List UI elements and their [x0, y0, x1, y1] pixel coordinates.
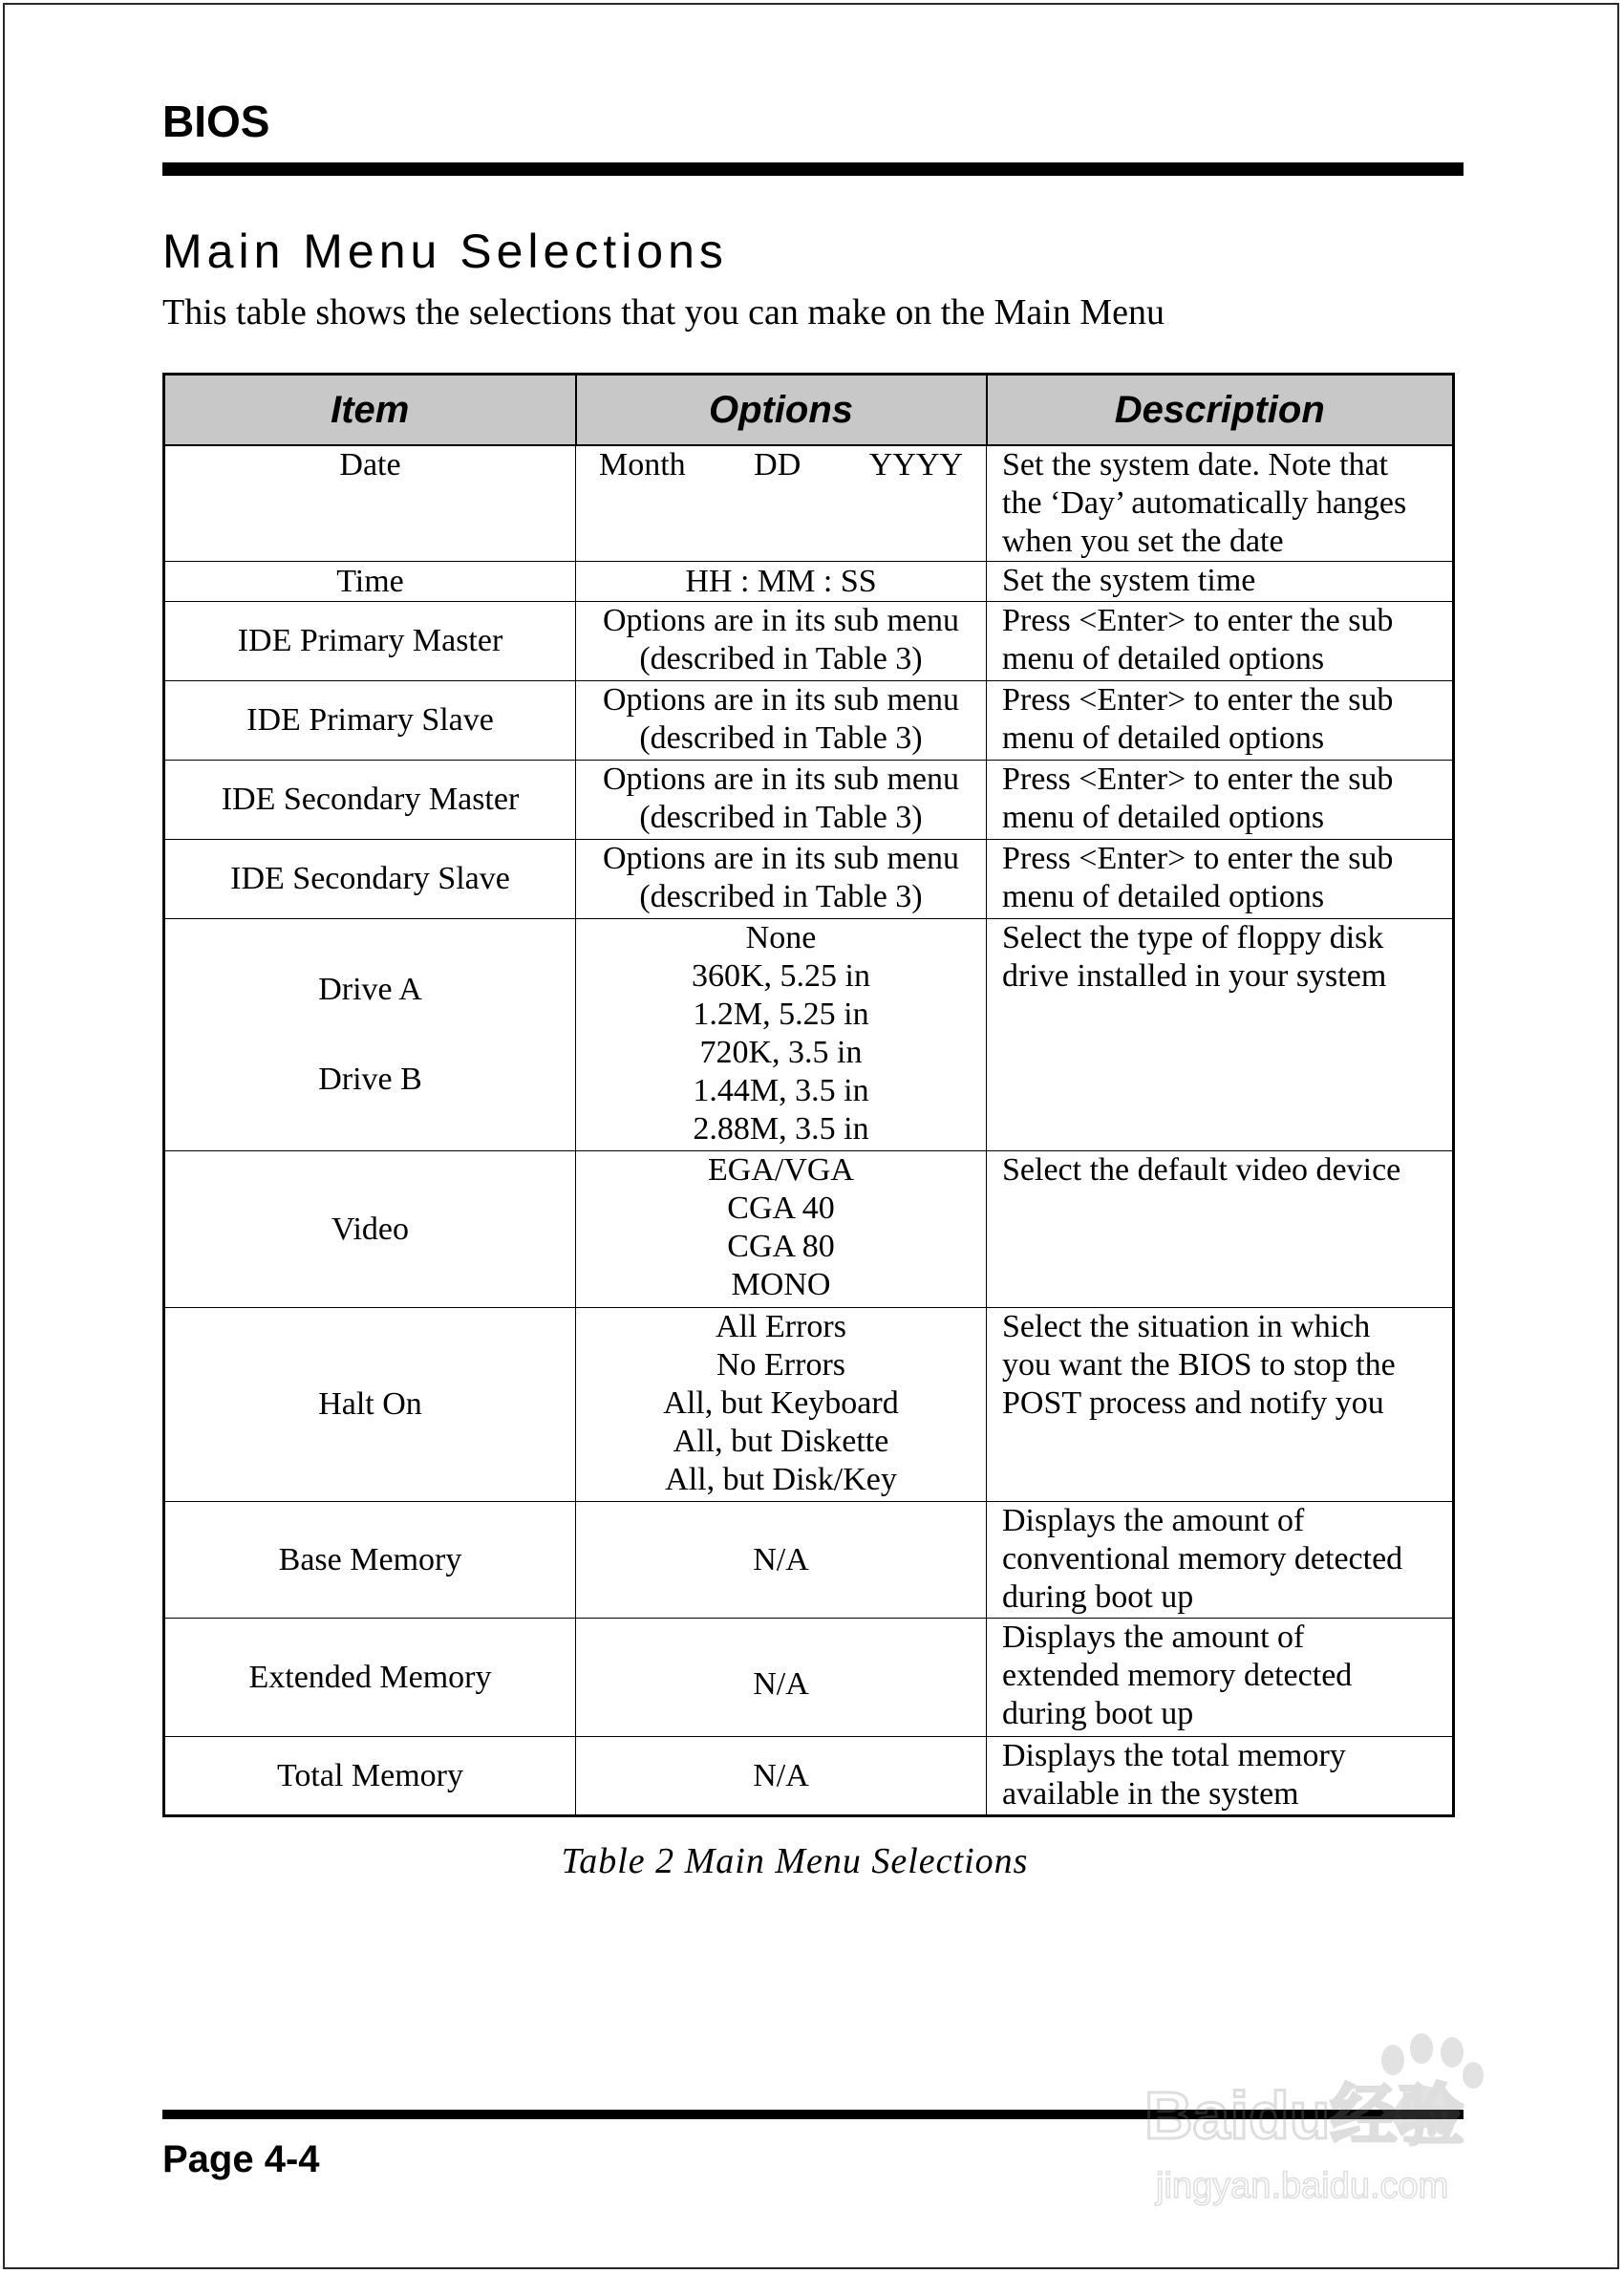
option-day: DD: [754, 447, 801, 483]
description-line: menu of detailed options: [1002, 879, 1325, 914]
description-line: Press <Enter> to enter the sub: [1002, 762, 1394, 797]
item-cell: [164, 1308, 576, 1502]
table-caption: Table 2 Main Menu Selections: [561, 1841, 1029, 1881]
description-line: when you set the date: [1002, 524, 1284, 559]
item-cell: [164, 1151, 576, 1308]
description-line: Displays the amount of: [1002, 1620, 1305, 1655]
options-cell: [576, 919, 987, 1151]
item-cell: [164, 919, 576, 1151]
option-line: All, but Keyboard: [663, 1385, 899, 1421]
table-row: [164, 1308, 1454, 1502]
option-line: All, but Disk/Key: [665, 1462, 897, 1497]
item-label: Total Memory: [277, 1757, 463, 1793]
option-line: N/A: [753, 1665, 809, 1702]
item-cell: [164, 1737, 576, 1816]
item-label: IDE Primary Slave: [246, 702, 494, 738]
option-year: YYYY: [868, 447, 963, 483]
option-line: No Errors: [716, 1347, 846, 1383]
description-line: Press <Enter> to enter the sub: [1002, 682, 1394, 718]
option-line: (described in Table 3): [639, 641, 923, 676]
option-line: (described in Table 3): [639, 879, 923, 914]
option-line: 720K, 3.5 in: [699, 1035, 863, 1070]
item-cell: [164, 562, 576, 602]
option-line: CGA 40: [727, 1191, 835, 1226]
item-cell: [164, 1502, 576, 1619]
option-line: (described in Table 3): [639, 800, 923, 835]
description-cell: [987, 761, 1454, 840]
options-cell: [576, 1308, 987, 1502]
description-line: Displays the amount of: [1002, 1503, 1305, 1538]
options-cell: [576, 681, 987, 761]
item-label: Extended Memory: [248, 1659, 492, 1695]
description-line: Press <Enter> to enter the sub: [1002, 841, 1394, 876]
description-line: Select the type of floppy disk: [1002, 920, 1384, 955]
options-cell: [576, 761, 987, 840]
baidu-watermark-logo: [1137, 2026, 1538, 2217]
option-line: 1.44M, 3.5 in: [693, 1073, 869, 1108]
item-label: Drive B: [318, 1062, 422, 1097]
table-row: [164, 445, 1454, 562]
header-rule: [162, 162, 1464, 176]
description-line: Select the default video device: [1002, 1152, 1401, 1188]
main-menu-table: [162, 373, 1455, 1817]
description-line: Select the situation in which: [1002, 1309, 1371, 1344]
running-header: BIOS: [162, 97, 270, 146]
section-title: Main Menu Selections: [162, 225, 728, 278]
description-cell: [987, 562, 1454, 602]
option-month: Month: [599, 447, 686, 483]
watermark-url: jingyan.baidu.com: [1156, 2166, 1449, 2206]
option-line: HH : MM : SS: [685, 563, 877, 599]
options-cell: [576, 1502, 987, 1619]
item-label: Halt On: [318, 1386, 422, 1422]
option-line: 1.2M, 5.25 in: [693, 997, 869, 1032]
description-line: POST process and notify you: [1002, 1385, 1384, 1421]
options-cell: [576, 1619, 987, 1737]
item-cell: [164, 602, 576, 681]
options-cell: [576, 445, 987, 562]
option-line: Options are in its sub menu: [602, 603, 960, 638]
description-cell: [987, 445, 1454, 562]
options-cell: [576, 602, 987, 681]
option-line: (described in Table 3): [639, 720, 923, 756]
item-label: IDE Secondary Master: [221, 782, 520, 817]
table-row: [164, 602, 1454, 681]
intro-text: This table shows the selections that you can make on the Main Menu: [162, 292, 1165, 333]
option-line: None: [745, 920, 817, 955]
item-cell: [164, 1619, 576, 1737]
item-cell: [164, 761, 576, 840]
item-label: IDE Primary Master: [237, 623, 503, 658]
description-line: drive installed in your system: [1002, 958, 1387, 994]
option-line: All, but Diskette: [673, 1424, 889, 1459]
item-cell: [164, 840, 576, 919]
description-line: Displays the total memory: [1002, 1738, 1346, 1773]
description-line: Press <Enter> to enter the sub: [1002, 603, 1394, 638]
options-cell: [576, 840, 987, 919]
option-line: All Errors: [716, 1309, 846, 1344]
description-line: extended memory detected: [1002, 1658, 1353, 1693]
watermark-brand: Baidu经验: [1144, 2078, 1464, 2153]
column-header-options: Options: [576, 375, 987, 446]
options-cell: [576, 1737, 987, 1816]
description-line: conventional memory detected: [1002, 1541, 1403, 1577]
option-line: CGA 80: [727, 1229, 835, 1264]
option-line: N/A: [753, 1541, 809, 1577]
description-cell: [987, 681, 1454, 761]
table-header-row: [164, 375, 1454, 446]
description-cell: [987, 1619, 1454, 1737]
description-line: menu of detailed options: [1002, 800, 1325, 835]
column-header-description: Description: [987, 375, 1454, 446]
option-line: Options are in its sub menu: [602, 682, 960, 718]
option-line: EGA/VGA: [708, 1152, 854, 1188]
option-line: Options are in its sub menu: [602, 841, 960, 876]
description-cell: [987, 919, 1454, 1151]
option-line: 2.88M, 3.5 in: [693, 1111, 869, 1147]
description-cell: [987, 1151, 1454, 1308]
description-line: menu of detailed options: [1002, 720, 1325, 756]
description-cell: [987, 840, 1454, 919]
column-header-item: Item: [164, 375, 576, 446]
description-cell: [987, 1502, 1454, 1619]
description-line: the ‘Day’ automatically hanges: [1002, 485, 1407, 521]
description-line: during boot up: [1002, 1579, 1194, 1615]
table-row: [164, 562, 1454, 602]
description-line: you want the BIOS to stop the: [1002, 1347, 1396, 1383]
description-cell: [987, 1308, 1454, 1502]
option-line: Options are in its sub menu: [602, 762, 960, 797]
description-cell: [987, 602, 1454, 681]
item-cell: [164, 681, 576, 761]
item-label: Video: [331, 1211, 410, 1247]
options-cell: [576, 562, 987, 602]
option-line: N/A: [753, 1757, 809, 1793]
options-cell: [576, 1151, 987, 1308]
table-row: [164, 681, 1454, 761]
description-line: Set the system time: [1002, 563, 1256, 598]
table-row: [164, 1151, 1454, 1308]
item-label: Time: [336, 563, 404, 599]
table-row: [164, 919, 1454, 1151]
table-row: [164, 761, 1454, 840]
item-label: Drive A: [318, 972, 422, 1007]
description-line: menu of detailed options: [1002, 641, 1325, 676]
option-line: MONO: [731, 1267, 831, 1302]
table-row: [164, 1619, 1454, 1737]
table-row: [164, 1737, 1454, 1816]
option-line: 360K, 5.25 in: [692, 958, 870, 994]
table-row: [164, 1502, 1454, 1619]
item-label: Base Memory: [278, 1541, 462, 1577]
description-line: Set the system date. Note that: [1002, 447, 1389, 483]
description-cell: [987, 1737, 1454, 1816]
page-number: Page 4-4: [162, 2138, 320, 2180]
description-line: during boot up: [1002, 1696, 1194, 1731]
table-row: [164, 840, 1454, 919]
description-line: available in the system: [1002, 1776, 1299, 1812]
item-label: IDE Secondary Slave: [230, 861, 510, 896]
item-label: Date: [339, 447, 401, 483]
item-cell: [164, 445, 576, 562]
